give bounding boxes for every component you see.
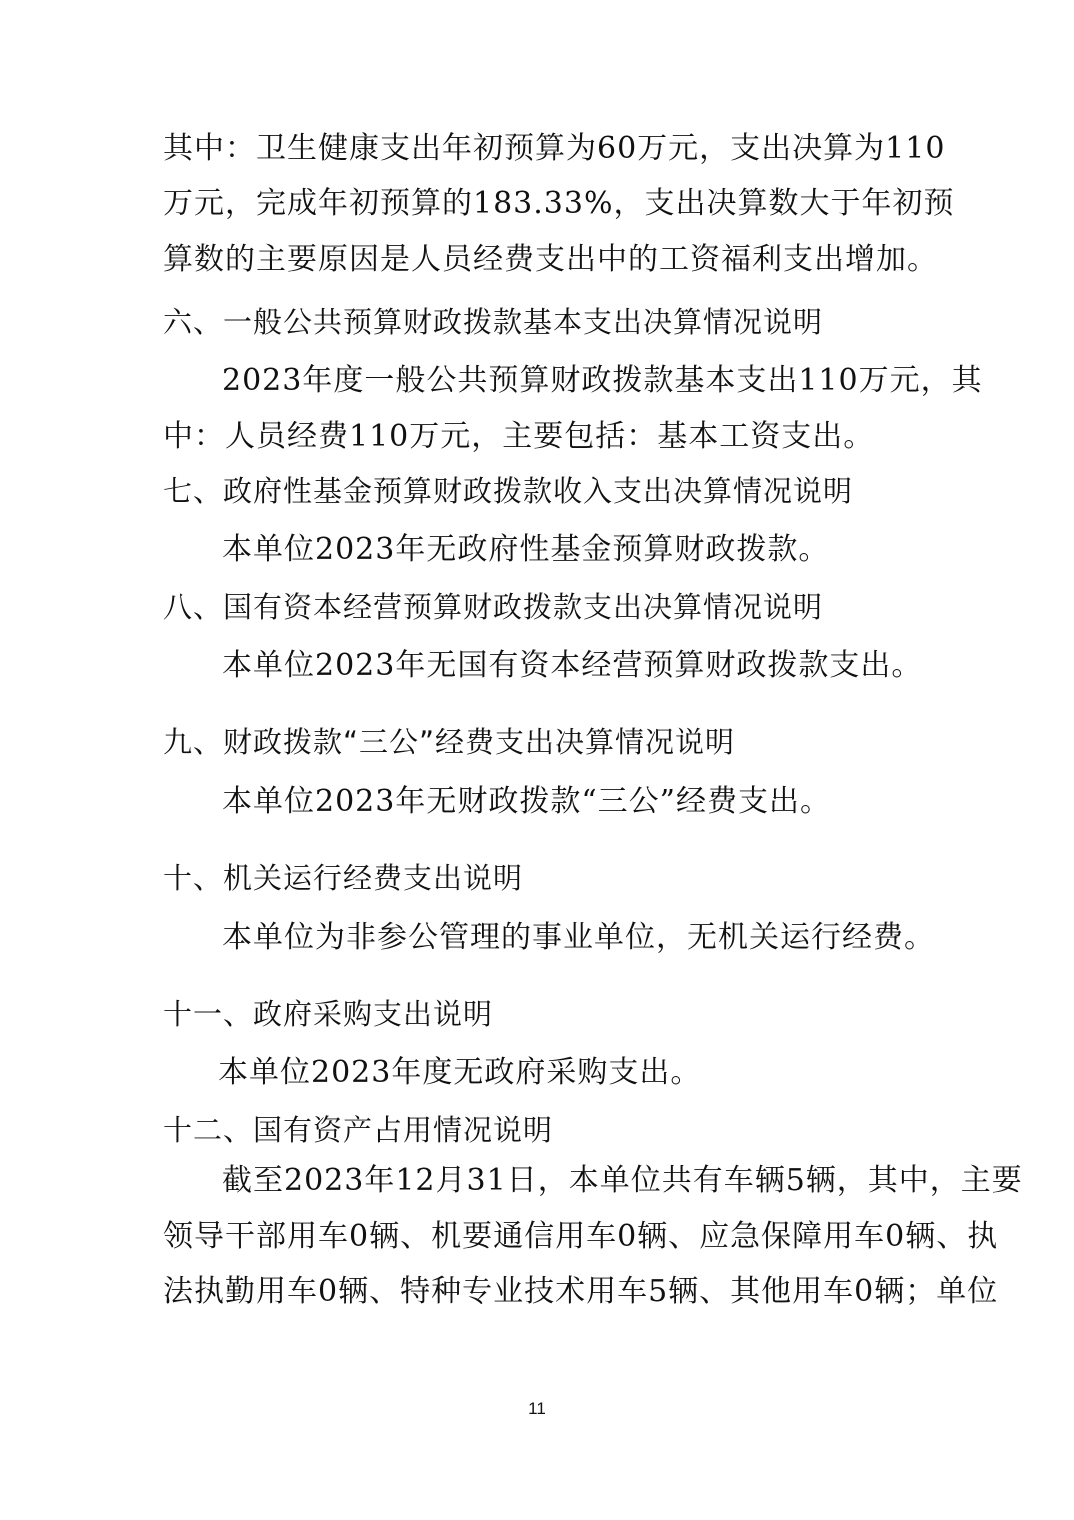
body-text-line: 其中：卫生健康支出年初预算为60万元，支出决算为110 bbox=[163, 131, 946, 166]
section-heading: 六、一般公共预算财政拨款基本支出决算情况说明 bbox=[163, 305, 824, 339]
body-text-line: 本单位2023年无政府性基金预算财政拨款。 bbox=[222, 532, 830, 567]
body-text-line: 本单位2023年度无政府采购支出。 bbox=[218, 1055, 702, 1090]
section-heading: 十、机关运行经费支出说明 bbox=[163, 861, 524, 895]
body-text-line: 本单位为非参公管理的事业单位，无机关运行经费。 bbox=[222, 920, 935, 955]
section-heading: 九、财政拨款“三公”经费支出决算情况说明 bbox=[163, 725, 736, 759]
section-heading: 八、国有资本经营预算财政拨款支出决算情况说明 bbox=[163, 590, 824, 624]
body-text-line: 本单位2023年无国有资本经营预算财政拨款支出。 bbox=[222, 648, 923, 683]
section-heading: 七、政府性基金预算财政拨款收入支出决算情况说明 bbox=[163, 474, 854, 508]
body-text-line: 截至2023年12月31日，本单位共有车辆5辆，其中，主要 bbox=[222, 1163, 1023, 1198]
body-text-line: 本单位2023年无财政拨款“三公”经费支出。 bbox=[222, 784, 832, 819]
body-text-line: 领导干部用车0辆、机要通信用车0辆、应急保障用车0辆、执 bbox=[163, 1219, 999, 1254]
body-text-line: 2023年度一般公共预算财政拨款基本支出110万元，其 bbox=[222, 363, 983, 398]
page-number: 11 bbox=[528, 1399, 546, 1418]
body-text-line: 万元，完成年初预算的183.33%，支出决算数大于年初预 bbox=[163, 186, 955, 221]
section-heading: 十二、国有资产占用情况说明 bbox=[163, 1113, 554, 1147]
section-heading: 十一、政府采购支出说明 bbox=[163, 997, 494, 1031]
body-text-line: 法执勤用车0辆、特种专业技术用车5辆、其他用车0辆；单位 bbox=[163, 1274, 999, 1309]
body-text-line: 算数的主要原因是人员经费支出中的工资福利支出增加。 bbox=[163, 242, 938, 277]
body-text-line: 中：人员经费110万元，主要包括：基本工资支出。 bbox=[163, 419, 875, 454]
